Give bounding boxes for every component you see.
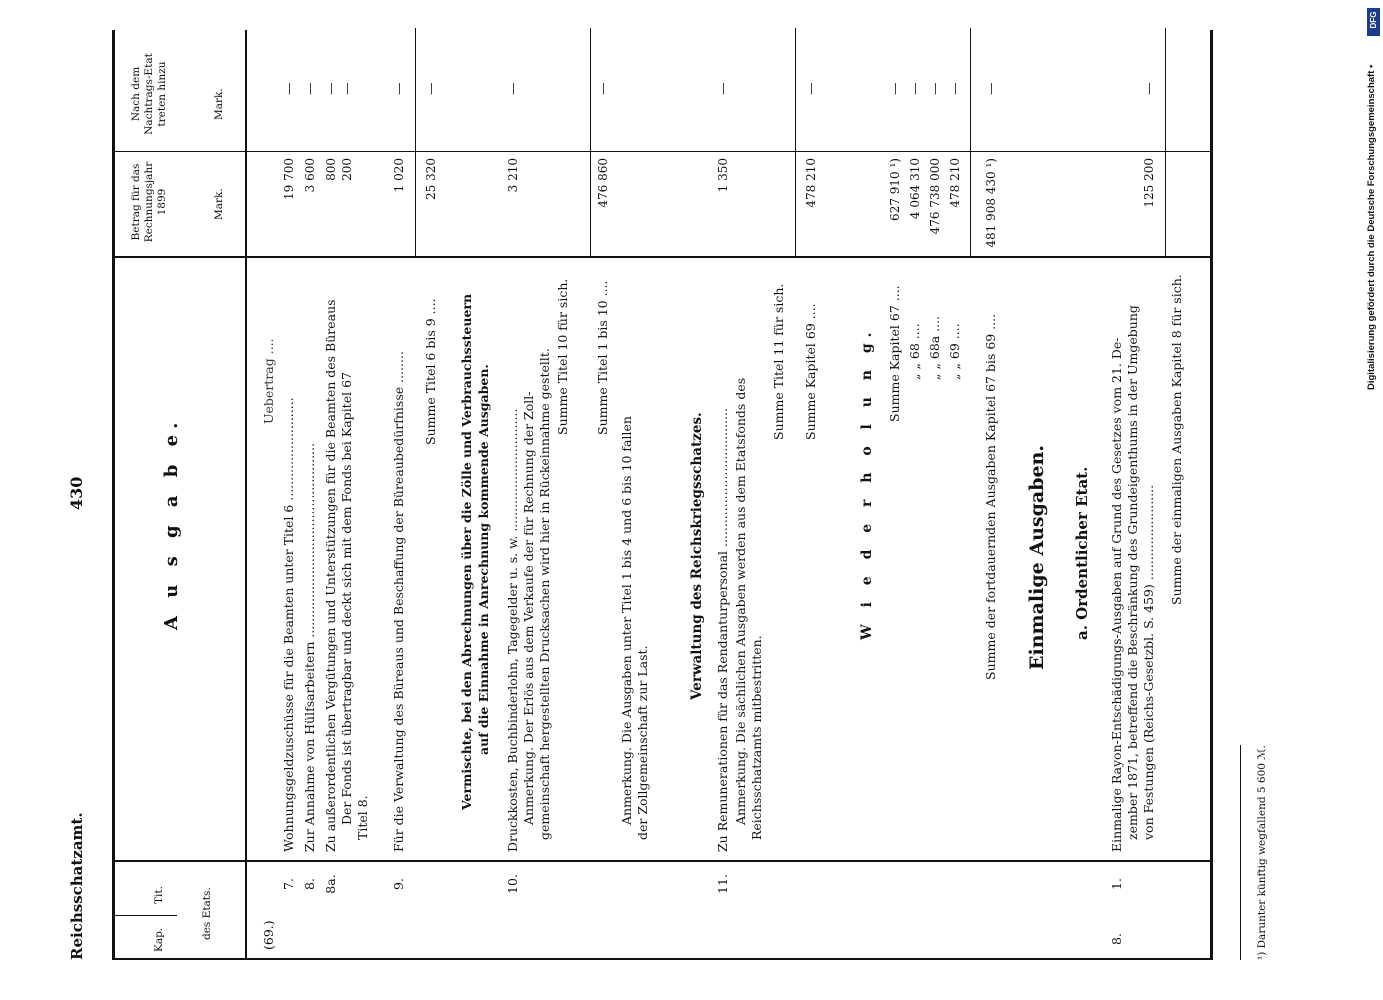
- wiederholung-heading: W i e d e r h o l u n g.: [859, 326, 875, 640]
- dfg-logo: DFG: [1367, 8, 1380, 36]
- titel-1-text-2: zember 1871, betreffend die Beschränkung des Grundeigenthums in der Umgebung: [1125, 305, 1140, 840]
- titel-8a-amount-2: 200: [340, 158, 354, 181]
- titel-8: 8.: [302, 878, 317, 890]
- titel-1-amount: 125 200: [1142, 158, 1156, 208]
- kap-header: Kap.: [153, 927, 165, 952]
- betrag-unit: Mark.: [213, 188, 225, 220]
- vermischte-heading-2: auf die Einnahme in Anrechnung kommende Ausgaben.: [476, 364, 491, 755]
- titel-1-text-1: Einmalige Rayon-Entschädigungs-Ausgaben auf Grund des Gesetzes vom 21. De-: [1109, 337, 1124, 852]
- titel-8a-nachtrag-2: —: [339, 82, 354, 95]
- titel-10-note-2: gemeinschaft hergestellten Drucksachen wird hier in Rückeinnahme gestellt.: [537, 348, 552, 840]
- titel-8-nachtrag: —: [302, 82, 317, 95]
- table-bottom-rule: [1210, 30, 1213, 960]
- sum-kap-69-amount: 478 210: [804, 158, 818, 208]
- rep-68-amount: 4 064 310: [908, 158, 922, 220]
- titel-8a-text-3: Titel 8.: [355, 795, 370, 840]
- titel-10-note-1: Anmerkung. Der Erlös aus dem Verkaufe der für Rechnung der Zoll-: [521, 391, 536, 825]
- uebertrag-label: Uebertrag ....: [261, 338, 276, 424]
- footnote: ¹) Darunter künftig wegfallend 5 600 ℳ.: [1256, 745, 1268, 960]
- titel-8-amount: 3 600: [303, 158, 317, 193]
- table-head-rule: [245, 30, 247, 960]
- rule-after-sum-1-10: [590, 28, 591, 258]
- rep-67-label: Summe Kapitel 67 ....: [887, 285, 902, 422]
- ordentlicher-heading: a. Ordentlicher Etat.: [1073, 466, 1091, 640]
- table-top-rule: [112, 30, 115, 960]
- col-sep-kap-tit: [112, 915, 177, 916]
- titel-11-nachtrag: —: [715, 82, 730, 95]
- titel-8-text: Zur Annahme von Hülfsarbeitern .................................................: [302, 442, 317, 852]
- office-name: Reichsschatzamt.: [68, 812, 86, 960]
- titel-11-text: Zu Remunerationen für das Rendanturpersonal ...................................: [715, 407, 730, 852]
- sum-kap-69-label: Summe Kapitel 69 ....: [803, 303, 818, 440]
- titel-9-amount: 1 020: [392, 158, 406, 193]
- titel-11-amount: 1 350: [716, 158, 730, 193]
- titel-10-nachtrag: —: [505, 82, 520, 95]
- page-number: 430: [67, 476, 86, 510]
- vermischte-heading-1: Vermischte, bei den Abrechnungen über die Zölle und Verbrauchssteuern: [459, 293, 474, 810]
- sum-1-10-label: Summe Titel 1 bis 10 ....: [595, 280, 610, 435]
- sum-kap-69-nachtrag: —: [803, 82, 818, 95]
- rule-after-sum-kap-8: [1165, 28, 1166, 258]
- betrag-header: Betrag für das Rechnungsjahr 1899: [130, 161, 168, 243]
- titel-1: 1.: [1109, 878, 1124, 890]
- tit-header: Tit.: [153, 886, 165, 904]
- sum-1-10-amount: 476 860: [596, 158, 610, 208]
- titel-10-text: Druckkosten, Buchbinderlohn, Tagegelder u. s. w. ...............................: [505, 408, 520, 852]
- kriegsschatz-heading: Verwaltung des Reichskriegsschatzes.: [689, 412, 705, 700]
- titel-10-amount: 3 210: [506, 158, 520, 193]
- sum-1-10-nachtrag: —: [595, 82, 610, 95]
- titel-8a-nachtrag-1: —: [323, 82, 338, 95]
- rep-69-label: „ „ 69 ....: [947, 323, 962, 380]
- titel-8a-text-1: Zu außerordentlichen Vergütungen und Unterstützungen für die Beamten des Büreaus: [323, 299, 338, 852]
- col-sep-text: [112, 256, 1212, 258]
- rep-68-label: „ „ 68 ....: [907, 323, 922, 380]
- titel-8a-text-2: Der Fonds ist übertragbar und deckt sich mit dem Fonds bei Kapitel 67: [339, 372, 354, 825]
- des-etats-header: des Etats.: [201, 887, 213, 940]
- sum-10-label: Summe Titel 10 für sich.: [555, 278, 570, 435]
- col-sep-betrag: [112, 151, 1212, 152]
- nachtrag-header: Nach dem Nachtrags-Etat treten hinzu: [130, 53, 168, 135]
- titel-9-text: Für die Verwaltung des Büreaus und Beschaffung der Büreaubedürfnisse ........: [391, 351, 406, 852]
- titel-11-note-2: Reichsschatzamts mitbestritten.: [749, 635, 764, 840]
- sum-11-label: Summe Titel 11 für sich.: [771, 283, 786, 440]
- rep-68a-amount: 476 738 000: [928, 158, 942, 235]
- sum-6-9-label: Summe Titel 6 bis 9 ....: [423, 298, 438, 445]
- nachtrag-unit: Mark.: [213, 88, 225, 120]
- titel-9: 9.: [391, 878, 406, 890]
- sum-6-9-nachtrag: —: [423, 82, 438, 95]
- digitization-note: [1366, 10, 1380, 390]
- rep-69-amount: 478 210: [948, 158, 962, 208]
- table-left-rule: [112, 958, 1212, 960]
- rep-68a-nachtrag: —: [927, 82, 942, 95]
- footnote-rule: [1240, 745, 1241, 960]
- titel-10: 10.: [505, 874, 520, 894]
- titel-7-nachtrag: —: [281, 82, 296, 95]
- digitization-text: Digitalisierung gefördert durch die Deutsche Forschungsgemeinschaft •: [1366, 64, 1377, 390]
- kap-69: (69.): [261, 920, 276, 950]
- titel-7-amount: 19 700: [282, 158, 296, 200]
- sum-fortdauernd-label: Summe der fortdauernden Ausgaben Kapitel 67 bis 69 ....: [983, 313, 998, 680]
- rep-68a-label: „ „ 68a ....: [927, 315, 942, 380]
- titel-11-note-1: Anmerkung. Die sächlichen Ausgaben werden aus dem Etatsfonds des: [733, 377, 748, 825]
- rep-67-amount: 627 910 ¹): [888, 158, 902, 221]
- titel-1-text-3: von Festungen (Reichs-Gesetzbl. S. 459) ........................: [1141, 484, 1156, 840]
- note-1-10-a: Anmerkung. Die Ausgaben unter Titel 1 bis 4 und 6 bis 10 fallen: [619, 416, 634, 825]
- sum-6-9-amount: 25 320: [424, 158, 438, 200]
- titel-11: 11.: [715, 874, 730, 894]
- note-1-10-b: der Zollgemeinschaft zur Last.: [635, 645, 650, 840]
- rule-after-sum-6-9: [415, 28, 416, 258]
- titel-1-nachtrag: —: [1141, 82, 1156, 95]
- sum-kap-8-label: Summe der einmaligen Ausgaben Kapitel 8 für sich.: [1169, 274, 1184, 605]
- titel-7: 7.: [281, 878, 296, 890]
- einmalige-heading: Einmalige Ausgaben.: [1026, 444, 1048, 670]
- rep-69-nachtrag: —: [947, 82, 962, 95]
- rule-after-sum-69: [795, 28, 796, 258]
- section-title: A u s g a b e.: [161, 416, 182, 630]
- sum-fortdauernd-amount: 481 908 430 ¹): [984, 158, 998, 248]
- titel-8a-amount-1: 800: [324, 158, 338, 181]
- titel-9-nachtrag: —: [391, 82, 406, 95]
- col-sep-kaptit: [112, 860, 1212, 862]
- kap-8: 8.: [1109, 933, 1124, 945]
- rep-67-nachtrag: —: [887, 82, 902, 95]
- sum-fortdauernd-nachtrag: —: [983, 82, 998, 95]
- titel-8a: 8a.: [323, 874, 338, 894]
- rep-68-nachtrag: —: [907, 82, 922, 95]
- rule-after-wiederholung: [970, 28, 971, 258]
- titel-7-text: Wohnungsgeldzuschüsse für die Beamten unter Titel 6 ..........................: [281, 397, 296, 852]
